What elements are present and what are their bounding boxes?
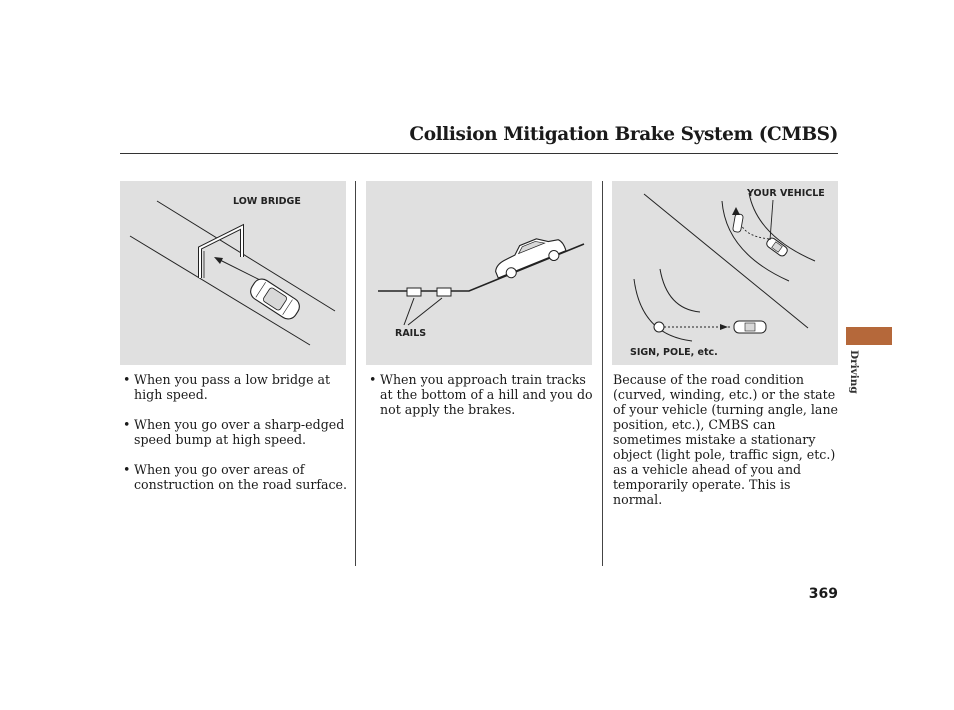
figure-rails bbox=[366, 181, 592, 365]
sign-pole-label: SIGN, POLE, etc. bbox=[630, 347, 718, 358]
bullet-item: • When you pass a low bridge at high speed. bbox=[120, 372, 348, 402]
rails-label: RAILS bbox=[395, 328, 427, 339]
section-tab bbox=[846, 327, 892, 345]
page-number: 369 bbox=[808, 586, 838, 602]
explanation-paragraph: Because of the road condition (curved, winding, etc.) or the state of your vehicle (turning angle, lane position, etc.), CMBS can sometimes mistake a stationary object (light pole, traffic sign, etc.) as a vehicle ahead of you and temporarily operate. This is normal. bbox=[613, 372, 839, 507]
section-tab-label: Driving bbox=[848, 350, 860, 394]
bullet-item: • When you go over a sharp-edged speed bump at high speed. bbox=[120, 417, 348, 447]
middle-column bbox=[366, 372, 594, 432]
left-column bbox=[120, 372, 348, 507]
figure-curve bbox=[612, 181, 838, 365]
bullet-item: • When you approach train tracks at the bottom of a hill and you do not apply the brakes. bbox=[366, 372, 594, 417]
low-bridge-illustration bbox=[120, 181, 346, 365]
column-divider bbox=[602, 181, 603, 566]
your-vehicle-label: YOUR VEHICLE bbox=[747, 188, 825, 199]
figure-low-bridge bbox=[120, 181, 346, 365]
bullet-item: • When you go over areas of construction on the road surface. bbox=[120, 462, 348, 492]
column-divider bbox=[355, 181, 356, 566]
low-bridge-label: LOW BRIDGE bbox=[233, 196, 301, 207]
right-column bbox=[613, 372, 841, 507]
curve-illustration bbox=[612, 181, 838, 365]
title-rule bbox=[120, 153, 838, 154]
page-title: Collision Mitigation Brake System (CMBS) bbox=[409, 124, 838, 145]
